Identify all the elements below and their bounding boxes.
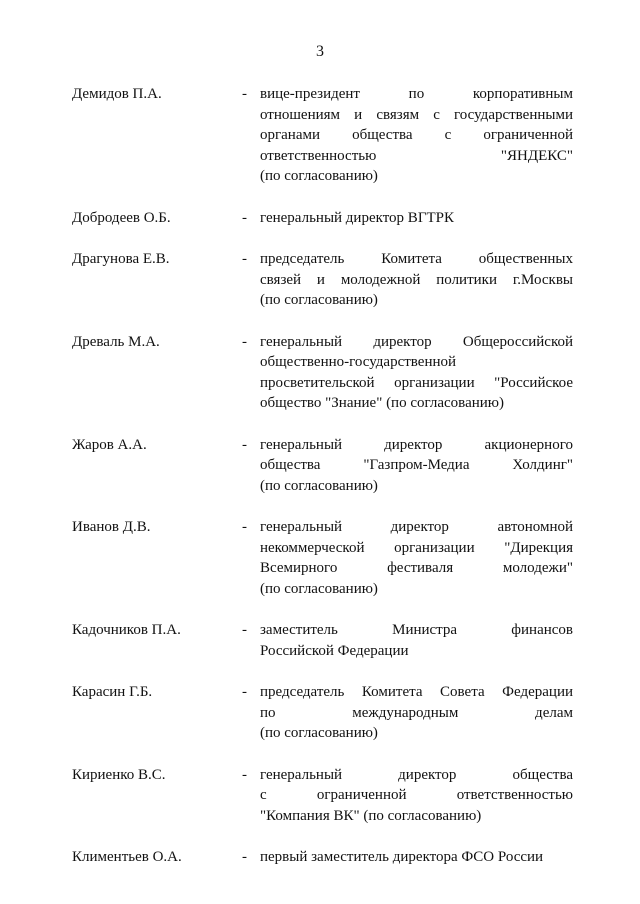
- list-item: [0, 620, 640, 661]
- separator-dash: -: [242, 849, 247, 865]
- list-item: [0, 435, 640, 497]
- member-position: [260, 435, 573, 497]
- member-name: Карасин Г.Б.: [72, 684, 153, 700]
- position-line: Всемирного фестиваля молодежи": [260, 560, 573, 576]
- position-line: общество "Знание" (по согласованию): [260, 395, 504, 411]
- member-name: Кириенко В.С.: [72, 766, 166, 783]
- position-line: заместитель Министра финансов: [260, 622, 573, 638]
- separator-dash: -: [242, 436, 247, 453]
- position-line: органами общества с ограниченной: [260, 127, 573, 143]
- member-name: Климентьев О.А.: [72, 849, 182, 865]
- list-item: [0, 682, 640, 744]
- position-line: генеральный директор ВГТРК: [260, 209, 454, 226]
- list-item: [0, 517, 640, 599]
- position-line: просветительской организации "Российское: [260, 374, 573, 391]
- member-position: [260, 847, 573, 868]
- position-line: генеральный директор общества: [260, 766, 573, 783]
- separator-dash: -: [242, 251, 247, 267]
- list-item: [0, 84, 640, 187]
- position-line: генеральный директор Общероссийской: [260, 333, 573, 350]
- separator-dash: -: [242, 209, 247, 226]
- member-position: [260, 765, 573, 827]
- separator-dash: -: [242, 519, 247, 535]
- member-position: [260, 84, 573, 187]
- member-position: [260, 620, 573, 661]
- position-line: Российской Федерации: [260, 642, 409, 659]
- list-item: [0, 765, 640, 827]
- member-name: Добродеев О.Б.: [72, 209, 171, 226]
- position-line: отношениям и связям с государственными: [260, 106, 573, 123]
- position-line: общественно-государственной: [260, 354, 457, 370]
- position-line: с ограниченной ответственностью: [260, 787, 573, 803]
- position-line: генеральный директор акционерного: [260, 436, 573, 453]
- position-line: (по согласованию): [260, 580, 378, 597]
- position-line: связей и молодежной политики г.Москвы: [260, 271, 573, 288]
- member-list: [0, 84, 640, 889]
- position-line: (по согласованию): [260, 292, 378, 308]
- position-line: общества "Газпром-Медиа Холдинг": [260, 457, 573, 473]
- member-position: [260, 332, 573, 414]
- separator-dash: -: [242, 766, 247, 783]
- member-position: [260, 249, 573, 311]
- member-name: Иванов Д.В.: [72, 519, 151, 535]
- position-line: председатель Комитета общественных: [260, 251, 573, 267]
- list-item: [0, 208, 640, 229]
- position-line: генеральный директор автономной: [260, 519, 573, 535]
- position-line: вице-президент по корпоративным: [260, 86, 573, 102]
- position-line: председатель Комитета Совета Федерации: [260, 684, 573, 700]
- page-number: 3: [316, 43, 324, 60]
- list-item: [0, 332, 640, 414]
- member-name: Кадочников П.А.: [72, 622, 181, 638]
- position-line: первый заместитель директора ФСО России: [260, 849, 544, 865]
- position-line: (по согласованию): [260, 725, 378, 741]
- member-position: [260, 208, 573, 229]
- separator-dash: -: [242, 684, 247, 700]
- member-name: Древаль М.А.: [72, 333, 160, 350]
- position-line: (по согласованию): [260, 477, 378, 494]
- position-line: некоммерческой организации "Дирекция: [260, 539, 573, 556]
- separator-dash: -: [242, 333, 247, 350]
- separator-dash: -: [242, 622, 247, 638]
- member-position: [260, 682, 573, 744]
- position-line: ответственностью "ЯНДЕКС": [260, 147, 573, 164]
- position-line: "Компания ВК" (по согласованию): [260, 807, 482, 824]
- member-position: [260, 517, 573, 599]
- position-line: (по согласованию): [260, 168, 378, 184]
- list-item: [0, 249, 640, 311]
- member-name: Демидов П.А.: [72, 86, 162, 102]
- member-name: Жаров А.А.: [72, 436, 147, 453]
- separator-dash: -: [242, 86, 247, 102]
- position-line: по международным делам: [260, 704, 573, 721]
- member-name: Драгунова Е.В.: [72, 251, 170, 267]
- list-item: [0, 847, 640, 868]
